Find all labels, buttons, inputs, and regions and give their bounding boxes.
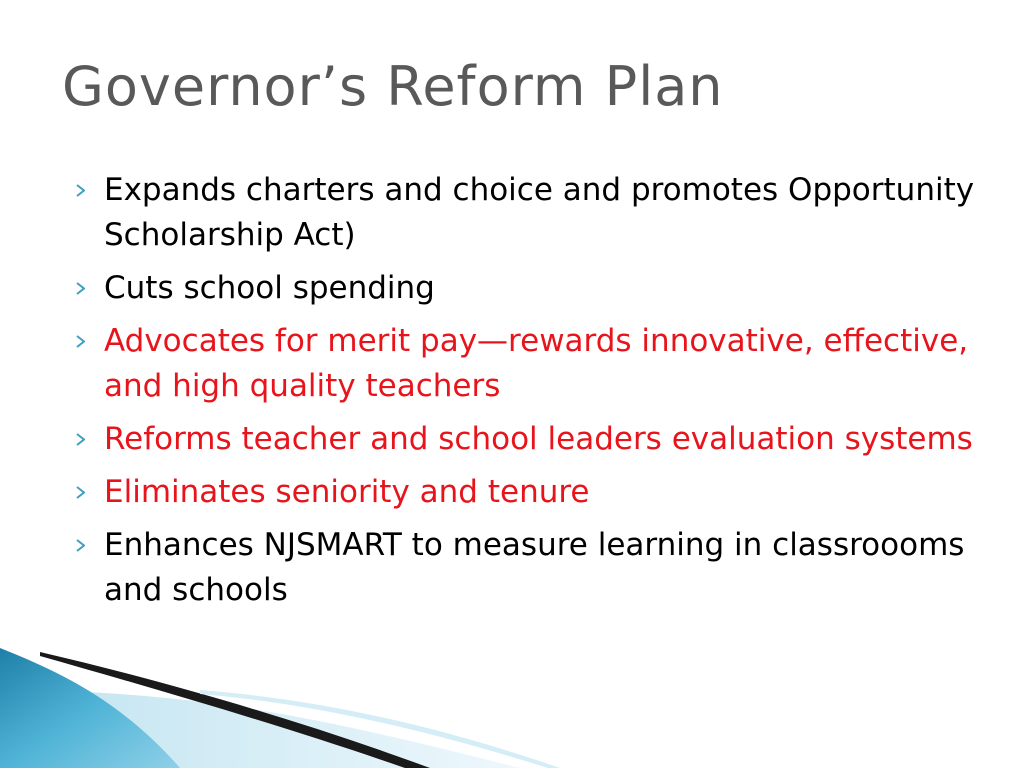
right-triangle-icon — [76, 266, 96, 311]
bullet-text: Reforms teacher and school leaders evaluation systems — [104, 421, 973, 457]
bullet-text: Expands charters and choice and promotes Opportunity Scholarship Act) — [104, 172, 975, 253]
bullet-text: Cuts school spending — [104, 270, 435, 306]
right-triangle-icon — [76, 523, 96, 568]
bullet-item — [76, 417, 976, 462]
decor-light-line — [200, 690, 560, 768]
bullet-text: Eliminates seniority and tenure — [104, 474, 590, 510]
right-triangle-icon — [76, 417, 96, 462]
bullet-item — [76, 523, 976, 613]
bullet-list — [76, 168, 976, 621]
bullet-text: Enhances NJSMART to measure learning in classroooms and schools — [104, 527, 965, 608]
bullet-item — [76, 266, 976, 311]
right-triangle-icon — [76, 470, 96, 515]
bullet-item — [76, 470, 976, 515]
slide-title: Governor’s Reform Plan — [62, 55, 724, 118]
decor-light-sweep — [0, 690, 520, 768]
right-triangle-icon — [76, 319, 96, 364]
bullet-text: Advocates for merit pay—rewards innovative, effective, and high quality teachers — [104, 323, 969, 404]
right-triangle-icon — [76, 168, 96, 213]
bullet-item — [76, 168, 976, 258]
bullet-item — [76, 319, 976, 409]
decor-blue-wave — [0, 648, 180, 768]
decor-dark-swoosh — [40, 652, 430, 768]
